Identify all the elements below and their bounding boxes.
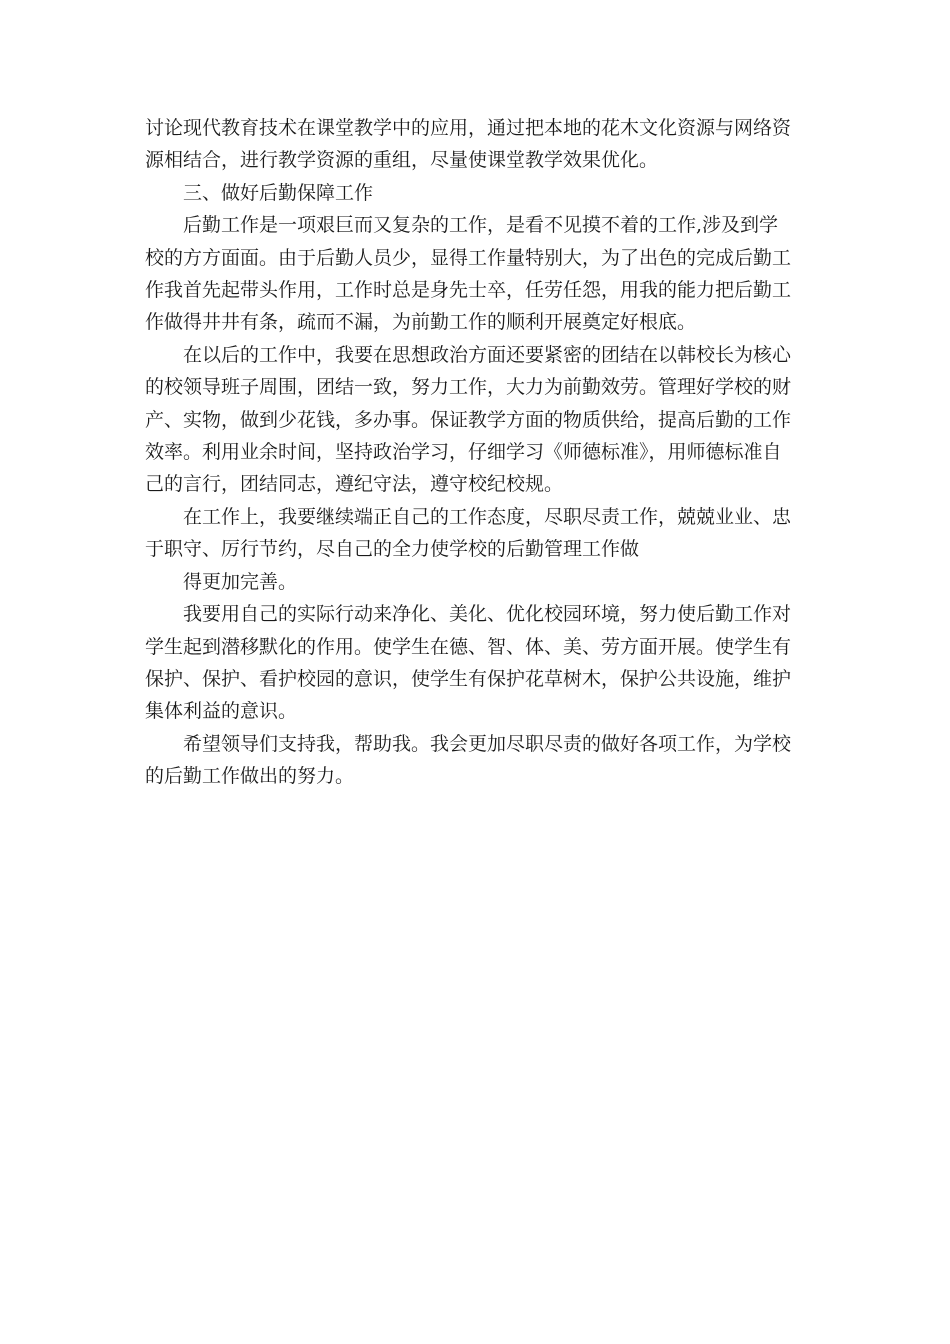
text-line: 己的言行，团结同志，遵纪守法，遵守校纪校规。: [145, 473, 564, 496]
text-line: 得更加完善。: [183, 570, 298, 593]
text-line: 希望领导们支持我，帮助我。我会更加尽职尽责的做好各项工作，为学校: [183, 732, 792, 755]
paragraph: [145, 598, 810, 728]
text-line: 作我首先起带头作用，工作时总是身先士卒，任劳任怨，用我的能力把后勤工: [145, 279, 792, 302]
paragraph: [145, 566, 810, 598]
text-line: 产、实物，做到少花钱，多办事。保证教学方面的物质供给，提高后勤的工作: [145, 408, 792, 431]
text-line: 效率。利用业余时间，坚持政治学习，仔细学习《师德标准》，用师德标准自: [145, 441, 782, 464]
text-line: 三、做好后勤保障工作: [183, 181, 374, 204]
text-line: 校的方方面面。由于后勤人员少，显得工作量特别大，为了出色的完成后勤工: [145, 246, 792, 269]
document-body: [145, 112, 810, 793]
text-line: 我要用自己的实际行动来净化、美化、优化校园环境，努力使后勤工作对: [183, 603, 792, 626]
text-line: 在工作上，我要继续端正自己的工作态度，尽职尽责工作，兢兢业业、忠: [183, 505, 792, 528]
text-line: 的校领导班子周围，团结一致，努力工作，大力为前勤效劳。管理好学校的财: [145, 376, 792, 399]
text-line: 后勤工作是一项艰巨而又复杂的工作，是看不见摸不着的工作,涉及到学: [183, 214, 779, 237]
text-line: 讨论现代教育技术在课堂教学中的应用，通过把本地的花木文化资源与网络资: [145, 117, 792, 139]
paragraph: [145, 339, 810, 501]
text-line: 保护、保护、看护校园的意识，使学生有保护花草树木，保护公共设施，维护: [145, 667, 792, 690]
paragraph: [145, 501, 810, 566]
section-heading: [145, 177, 810, 209]
paragraph: [145, 728, 810, 793]
paragraph: [145, 209, 810, 339]
paragraph: [145, 112, 810, 177]
text-line: 的后勤工作做出的努力。: [145, 765, 355, 788]
text-line: 于职守、厉行节约，尽自己的全力使学校的后勤管理工作做: [145, 538, 640, 561]
text-line: 在以后的工作中，我要在思想政治方面还要紧密的团结在以韩校长为核心: [183, 343, 792, 366]
text-line: 作做得井井有条，疏而不漏，为前勤工作的顺利开展奠定好根底。: [145, 311, 697, 334]
text-line: 源相结合，进行教学资源的重组，尽量使课堂教学效果优化。: [145, 149, 659, 172]
text-line: 学生起到潜移默化的作用。使学生在德、智、体、美、劳方面开展。使学生有: [145, 635, 792, 658]
text-line: 集体利益的意识。: [145, 700, 298, 723]
